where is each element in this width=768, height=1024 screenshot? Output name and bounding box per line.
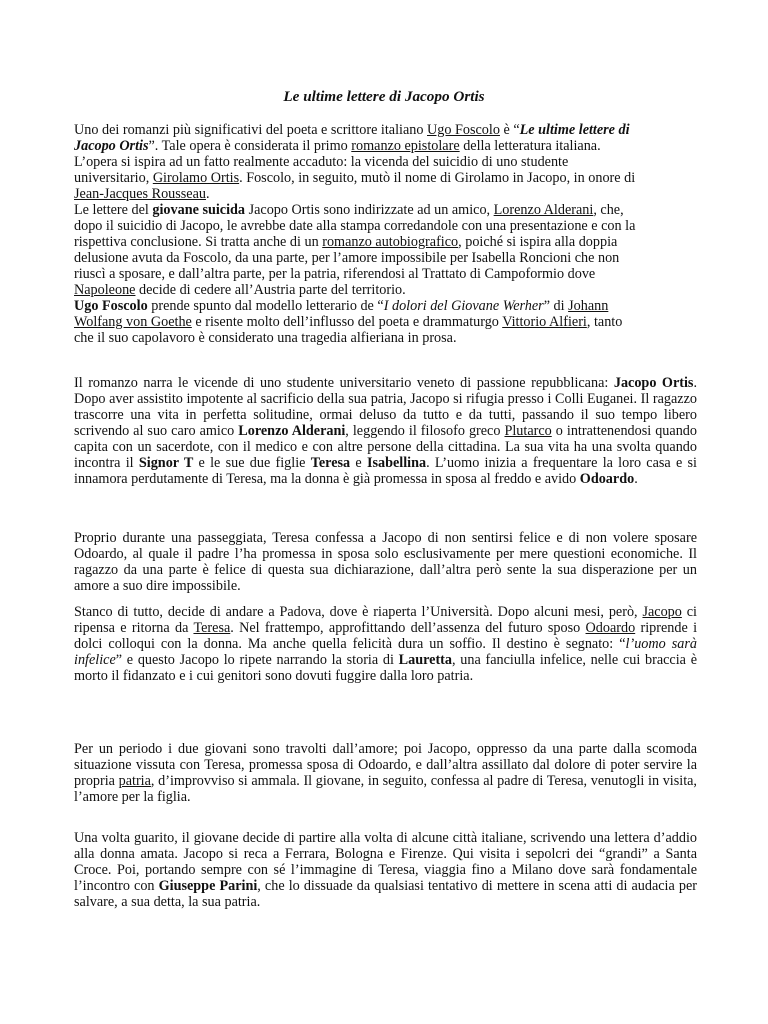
bold-name: Lorenzo Alderani: [238, 423, 346, 439]
bold-term: Ugo Foscolo: [74, 298, 148, 314]
link-ugo-foscolo[interactable]: Ugo Foscolo: [427, 122, 500, 138]
text-line: dopo il suicidio di Jacopo, le avrebbe date alla stampa corredandole con una presentazione e con la: [74, 218, 636, 234]
bold-name: Lauretta: [398, 652, 452, 668]
paragraph-padova: Stanco di tutto, decide di andare a Padova, dove è riaperta l’Università. Dopo alcuni mesi, però, Jacopo ci ripensa e ritorna da Teresa. Nel frattempo, approfittando dell’assenza del futuro sposo Odoardo riprende i dolci colloqui con la donna. Ma anche quella felicità dura un soffio. Il destino è segnato: “l’uomo sarà infelice” e questo Jacopo lo ripete narrando la storia di Lauretta, una fanciulla infelice, nelle cui braccia è morto il fidanzato e i cui genitori sono dovuti fuggire dalla loro patria.: [74, 604, 698, 684]
text-line: Jacopo Ortis”. Tale opera è considerata il primo romanzo epistolare della letteratura italiana.: [74, 138, 601, 154]
link-romanzo-epistolare[interactable]: romanzo epistolare: [351, 138, 460, 154]
italic-quote: l’uomo sarà infelice: [74, 636, 697, 668]
intro-paragraph: [74, 122, 697, 346]
link-odoardo[interactable]: Odoardo: [585, 620, 636, 636]
paragraph-malattia: Per un periodo i due giovani sono travolti dall’amore; poi Jacopo, oppresso da una parte dalla scomoda situazione vissuta con Teresa, promessa sposa di Odoardo, e dall’altra assillato dal dolore di poter servire la propria patria, d’improvviso si ammala. Il giovane, in seguito, confessa al padre di Teresa, venutogli in visita, l’amore per la figlia.: [74, 741, 697, 805]
link-napoleone[interactable]: Napoleone: [74, 282, 136, 298]
bold-name: Teresa: [310, 455, 351, 471]
text-line: Jean-Jacques Rousseau.: [74, 186, 210, 202]
bold-name: Odoardo: [579, 471, 635, 487]
text-line: Wolfang von Goethe e risente molto dell’influsso del poeta e drammaturgo Vittorio Alfieri, tanto: [74, 314, 623, 330]
paragraph-passeggiata: Proprio durante una passeggiata, Teresa confessa a Jacopo di non sentirsi felice e di non volere sposare Odoardo, al quale il padre l’ha promessa in sposa solo esclusivamente per mere questioni economiche. Il ragazzo da una parte è felice di questa sua dichiarazione, dall’altra però sente la sua disperazione per un amore a suo dire impossibile.: [74, 530, 697, 594]
link-rousseau[interactable]: Jean-Jacques Rousseau: [74, 186, 206, 202]
link-teresa[interactable]: Teresa: [193, 620, 231, 636]
text-line: che il suo capolavoro è considerato una tragedia alfieriana in prosa.: [74, 330, 457, 346]
book-title: Le ultime lettere di: [519, 122, 630, 138]
text-line: rispettiva conclusione. Si tratta anche di un romanzo autobiografico, poiché si ispira alla doppia: [74, 234, 618, 250]
link-patria[interactable]: patria: [118, 773, 151, 789]
text-line: Ugo Foscolo prende spunto dal modello letterario de “I dolori del Giovane Werher” di Johann: [74, 298, 609, 314]
text-line: delusione avuta da Foscolo, da una parte, per l’amore impossibile per Isabella Roncioni che non: [74, 250, 620, 266]
text-line: riuscì a sposare, e dall’altra parte, per la patria, riferendosi al Trattato di Campoformio dove: [74, 266, 596, 282]
link-jacopo[interactable]: Jacopo: [642, 604, 682, 620]
italic-title: I dolori del Giovane Werher: [383, 298, 544, 314]
page-title: Le ultime lettere di Jacopo Ortis: [283, 88, 485, 105]
link-goethe[interactable]: Wolfang von Goethe: [74, 314, 192, 330]
link-vittorio-alfieri[interactable]: Vittorio Alfieri: [502, 314, 587, 330]
bold-name: Jacopo Ortis: [613, 375, 694, 391]
text-line: Le lettere del giovane suicida Jacopo Ortis sono indirizzate ad un amico, Lorenzo Alderani, che,: [74, 202, 624, 218]
text-line: Uno dei romanzi più significativi del poeta e scrittore italiano Ugo Foscolo è “Le ultime lettere di: [74, 122, 630, 138]
bold-name: Isabellina: [366, 455, 427, 471]
bold-name: Giuseppe Parini: [158, 878, 258, 894]
text-line: L’opera si ispira ad un fatto realmente accaduto: la vicenda del suicidio di uno studente: [74, 154, 569, 170]
paragraph-viaggio: Una volta guarito, il giovane decide di partire alla volta di alcune città italiane, scrivendo una lettera d’addio alla donna amata. Jacopo si reca a Ferrara, Bologna e Firenze. Qui visita i sepolcri dei “grandi” a Santa Croce. Poi, portando sempre con sé l’immagine di Teresa, viaggia fino a Milano dove sarà fondamentale l’incontro con Giuseppe Parini, che lo dissuade da qualsiasi tentativo di mettere in scena atti di audacia per salvare, a sua detta, la sua patria.: [74, 830, 697, 910]
link-lorenzo-alderani[interactable]: Lorenzo Alderani: [493, 202, 594, 218]
link-romanzo-autobiografico[interactable]: romanzo autobiografico: [322, 234, 459, 250]
bold-term: giovane suicida: [152, 202, 246, 218]
link-goethe[interactable]: Johann: [568, 298, 609, 314]
book-title: Jacopo Ortis: [74, 138, 149, 154]
bold-name: Signor T: [138, 455, 194, 471]
link-girolamo-ortis[interactable]: Girolamo Ortis: [152, 170, 240, 186]
text-line: Napoleone decide di cedere all’Austria parte del territorio.: [74, 282, 406, 298]
text-line: universitario, Girolamo Ortis. Foscolo, in seguito, mutò il nome di Girolamo in Jacopo, in onore di: [74, 170, 636, 186]
paragraph-plot: Il romanzo narra le vicende di uno studente universitario veneto di passione repubblicana: Jacopo Ortis. Dopo aver assistito impotente al sacrificio della sua patria, Jacopo si rifugia presso i Colli Euganei. Il ragazzo trascorre una vita in perfetta solitudine, ormai deluso da tutto e da tutti, passando il suo tempo libero scrivendo al suo caro amico Lorenzo Alderani, leggendo il filosofo greco Plutarco o intrattenendosi quando capita con un sacerdote, con il medico e con altre persone della cittadina. La sua vita ha una svolta quando incontra il Signor T e le sue due figlie Teresa e Isabellina. L’uomo inizia a frequentare la loro casa e si innamora perdutamente di Teresa, ma la donna è già promessa in sposa al freddo e avido Odoardo.: [74, 375, 697, 487]
link-plutarco[interactable]: Plutarco: [504, 423, 552, 439]
